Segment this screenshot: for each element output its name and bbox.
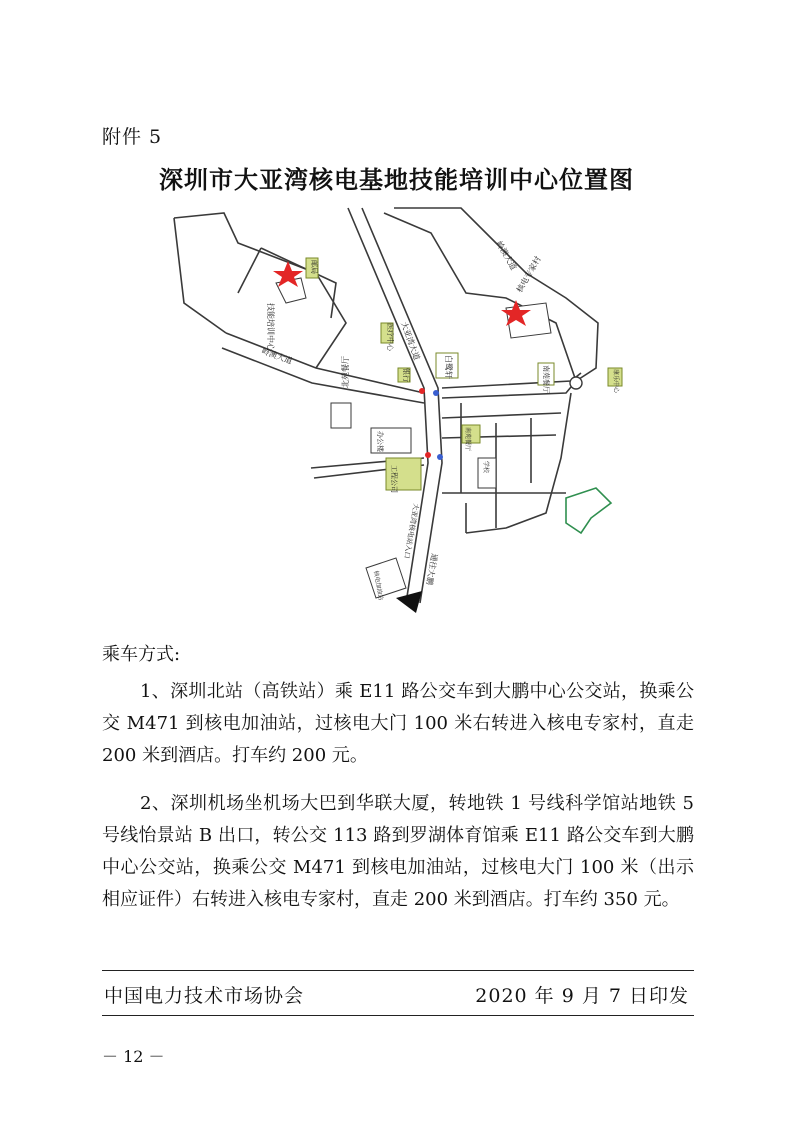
footer-rule-top	[102, 970, 694, 971]
label-post: 邮局	[310, 260, 318, 274]
gas-station-outline	[566, 488, 611, 533]
label-small-restaurant: 南苑餐厅	[464, 427, 471, 452]
label-south-restaurant: 南苑餐厅	[542, 365, 550, 393]
green-buildings	[306, 258, 622, 490]
label-bank: 银行	[402, 368, 410, 382]
label-fitness: 康乐中心	[612, 369, 619, 394]
page-number: － 12 －	[102, 1047, 165, 1066]
label-to-city: 通往大鹏	[424, 552, 439, 586]
route-2-text: 2、深圳机场坐机场大巴到华联大厦，转地铁 1 号线科学馆站地铁 5 号线怡景站 B 出口，转公交 113 路到罗湖体育馆乘 E11 路公交车到大鹏中心公交站，换乘公交 M471 到核电加油站，过核电大门 100 米（出示相应证件）右转进入核电专家村，直走 200 米到酒店。打车约 350 元。	[102, 793, 694, 910]
footer-rule-bottom	[102, 1015, 694, 1016]
label-factory: 工程公司	[390, 465, 398, 493]
page-title: 深圳市大亚湾核电基地技能培训中心位置图	[159, 166, 634, 194]
label-hotel: 核电专家村	[514, 254, 543, 294]
route-1-text: 1、深圳北站（高铁站）乘 E11 路公交车到大鹏中心公交站，换乘公交 M471 到核电加油站，过核电大门 100 米右转进入核电专家村，直走 200 米到酒店。打车约 200 元。	[102, 681, 694, 766]
footer-organization: 中国电力技术市场协会	[104, 985, 305, 1007]
label-medical: 医疗中心	[386, 323, 394, 351]
label-entrance: 大亚湾核电站入口	[402, 502, 420, 560]
footer-date: 2020 年 9 月 7 日印发	[475, 985, 689, 1007]
label-office: 办公楼	[376, 431, 384, 452]
location-map	[166, 203, 636, 623]
attachment-label: 附件 5	[102, 126, 163, 148]
label-road-main: 大亚湾大道	[399, 320, 422, 362]
building-north-restaurant	[331, 403, 351, 428]
label-school: 学校	[482, 461, 489, 474]
roundabout	[570, 377, 582, 389]
label-north-restaurant: 北苑餐厅	[341, 356, 350, 388]
label-road-left: 岭澳大道	[260, 346, 294, 366]
direction-arrow	[396, 591, 422, 613]
label-gas-station: 核电加油站	[372, 570, 385, 601]
label-training-center: 技能培训中心	[266, 303, 275, 351]
transport-heading: 乘车方式:	[102, 644, 181, 665]
label-road-right-top: 岭澳大道	[494, 239, 519, 272]
label-white-roof: 白鹭轩	[444, 355, 453, 379]
building-entrance	[366, 558, 406, 598]
